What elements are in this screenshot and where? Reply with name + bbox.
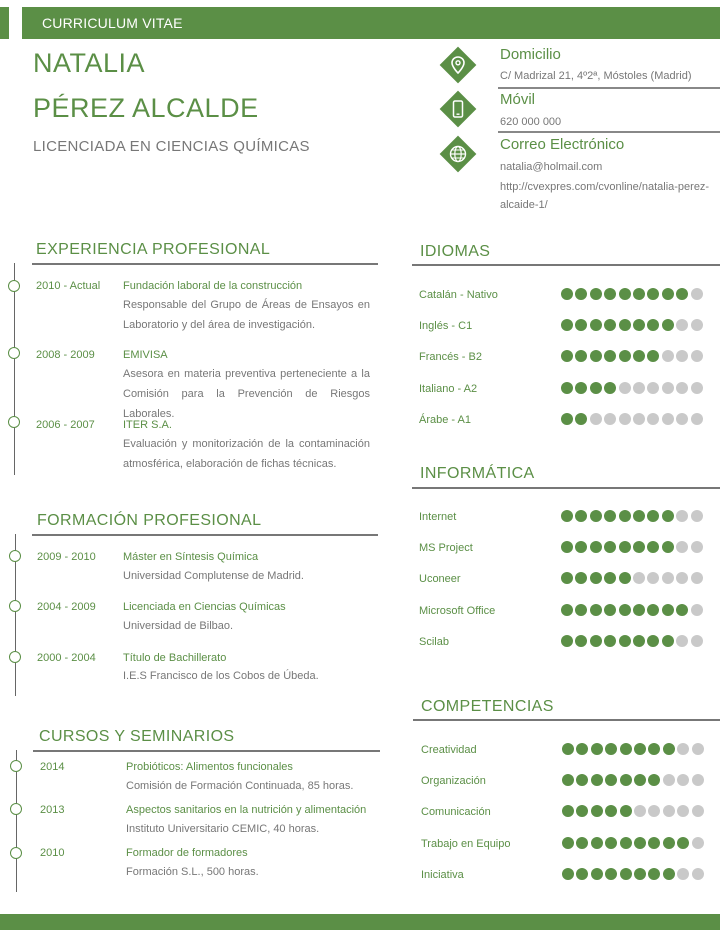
- rating-dot-filled: [604, 288, 616, 300]
- experience-company: Fundación laboral de la construcción: [123, 280, 303, 292]
- course-dot: [10, 847, 22, 859]
- rating-dot-filled: [561, 541, 573, 553]
- education-date: 2009 - 2010: [37, 551, 96, 563]
- rating-dot-filled: [633, 350, 645, 362]
- rating-dot-filled: [662, 604, 674, 616]
- skill-rating: [561, 350, 703, 362]
- cv-url-line-2[interactable]: alcaide-1/: [500, 199, 548, 211]
- rating-dot-filled: [620, 805, 632, 817]
- experience-dot: [8, 416, 20, 428]
- rating-dot-empty: [691, 288, 703, 300]
- rating-dot-filled: [647, 350, 659, 362]
- rating-dot-filled: [591, 837, 603, 849]
- rating-dot-filled: [619, 350, 631, 362]
- course-title: Aspectos sanitarios en la nutrición y alimentación: [126, 804, 367, 816]
- rating-dot-filled: [576, 868, 588, 880]
- languages-underline: [412, 264, 720, 266]
- course-desc: Instituto Universitario CEMIC, 40 horas.: [126, 823, 320, 835]
- rating-dot-empty: [691, 319, 703, 331]
- rating-dot-filled: [561, 413, 573, 425]
- experience-underline: [32, 263, 378, 265]
- rating-dot-filled: [604, 604, 616, 616]
- rating-dot-empty: [691, 635, 703, 647]
- rating-dot-filled: [634, 743, 646, 755]
- rating-dot-empty: [648, 805, 660, 817]
- rating-dot-filled: [591, 774, 603, 786]
- rating-dot-empty: [691, 604, 703, 616]
- rating-dot-empty: [691, 572, 703, 584]
- rating-dot-filled: [663, 837, 675, 849]
- rating-dot-filled: [634, 837, 646, 849]
- email-title: Correo Electrónico: [500, 136, 625, 153]
- rating-dot-empty: [692, 743, 704, 755]
- rating-dot-empty: [633, 413, 645, 425]
- skill-rating: [562, 805, 704, 817]
- skills-underline: [413, 719, 720, 721]
- rating-dot-filled: [562, 805, 574, 817]
- globe-icon: [440, 136, 476, 172]
- experience-date: 2008 - 2009: [36, 349, 95, 361]
- skill-label: Scilab: [419, 635, 449, 648]
- rating-dot-filled: [590, 635, 602, 647]
- rating-dot-filled: [620, 743, 632, 755]
- rating-dot-empty: [619, 413, 631, 425]
- rating-dot-filled: [619, 635, 631, 647]
- skill-rating: [561, 510, 703, 522]
- rating-dot-filled: [590, 319, 602, 331]
- cv-url-line-1[interactable]: http://cvexpres.com/cvonline/natalia-perez-: [500, 181, 710, 193]
- education-institution: Universidad Complutense de Madrid.: [123, 570, 304, 582]
- rating-dot-empty: [677, 743, 689, 755]
- rating-dot-filled: [648, 868, 660, 880]
- skill-rating: [561, 604, 703, 616]
- rating-dot-filled: [604, 510, 616, 522]
- mobile-value: 620 000 000: [500, 116, 562, 128]
- rating-dot-filled: [575, 413, 587, 425]
- rating-dot-filled: [575, 604, 587, 616]
- rating-dot-empty: [691, 350, 703, 362]
- experience-date: 2006 - 2007: [36, 419, 95, 431]
- rating-dot-filled: [561, 288, 573, 300]
- rating-dot-filled: [633, 288, 645, 300]
- skill-rating: [561, 541, 703, 553]
- rating-dot-empty: [647, 413, 659, 425]
- email-value[interactable]: natalia@holmail.com: [500, 161, 603, 173]
- languages-title: IDIOMAS: [420, 243, 491, 260]
- rating-dot-filled: [575, 635, 587, 647]
- education-degree: Máster en Síntesis Química: [123, 551, 259, 563]
- skill-rating: [562, 774, 704, 786]
- location-pin-icon: [440, 47, 476, 83]
- rating-dot-filled: [561, 382, 573, 394]
- address-separator: [498, 87, 720, 89]
- skill-rating: [561, 635, 703, 647]
- rating-dot-empty: [634, 805, 646, 817]
- rating-dot-empty: [662, 350, 674, 362]
- rating-dot-filled: [604, 541, 616, 553]
- rating-dot-filled: [676, 288, 688, 300]
- rating-dot-filled: [647, 510, 659, 522]
- rating-dot-filled: [605, 837, 617, 849]
- last-name: PÉREZ ALCALDE: [33, 93, 259, 123]
- rating-dot-filled: [648, 743, 660, 755]
- rating-dot-filled: [662, 510, 674, 522]
- experience-date: 2010 - Actual: [36, 280, 101, 292]
- mobile-phone-icon: [440, 91, 476, 127]
- rating-dot-filled: [619, 319, 631, 331]
- skill-label: Internet: [419, 511, 457, 523]
- rating-dot-filled: [591, 868, 603, 880]
- rating-dot-empty: [662, 413, 674, 425]
- rating-dot-filled: [575, 382, 587, 394]
- education-dot: [9, 600, 21, 612]
- rating-dot-filled: [677, 837, 689, 849]
- rating-dot-filled: [662, 635, 674, 647]
- education-dot: [9, 651, 21, 663]
- rating-dot-filled: [561, 635, 573, 647]
- rating-dot-filled: [591, 743, 603, 755]
- rating-dot-empty: [677, 868, 689, 880]
- rating-dot-filled: [620, 774, 632, 786]
- experience-dot: [8, 347, 20, 359]
- courses-title: CURSOS Y SEMINARIOS: [39, 728, 235, 745]
- rating-dot-filled: [605, 743, 617, 755]
- rating-dot-filled: [576, 837, 588, 849]
- rating-dot-filled: [590, 572, 602, 584]
- education-dot: [9, 550, 21, 562]
- rating-dot-filled: [619, 288, 631, 300]
- skill-rating: [561, 382, 703, 394]
- education-date: 2000 - 2004: [37, 652, 96, 664]
- rating-dot-filled: [561, 319, 573, 331]
- rating-dot-filled: [561, 350, 573, 362]
- rating-dot-filled: [663, 743, 675, 755]
- mobile-title: Móvil: [500, 91, 536, 108]
- education-degree: Título de Bachillerato: [123, 652, 227, 664]
- rating-dot-filled: [647, 319, 659, 331]
- rating-dot-filled: [591, 805, 603, 817]
- education-date: 2004 - 2009: [37, 601, 96, 613]
- rating-dot-filled: [662, 541, 674, 553]
- course-dot: [10, 803, 22, 815]
- rating-dot-empty: [677, 805, 689, 817]
- skill-label: MS Project: [419, 542, 473, 555]
- rating-dot-empty: [691, 510, 703, 522]
- skill-label: Catalán - Nativo: [419, 289, 498, 301]
- course-dot: [10, 760, 22, 772]
- education-underline: [32, 534, 378, 536]
- rating-dot-filled: [590, 350, 602, 362]
- rating-dot-empty: [692, 868, 704, 880]
- rating-dot-empty: [692, 774, 704, 786]
- skill-label: Microsoft Office: [419, 604, 496, 617]
- skill-rating: [561, 288, 703, 300]
- rating-dot-empty: [692, 805, 704, 817]
- rating-dot-filled: [604, 350, 616, 362]
- rating-dot-filled: [633, 319, 645, 331]
- rating-dot-filled: [575, 288, 587, 300]
- skills-title: COMPETENCIAS: [421, 698, 554, 715]
- rating-dot-filled: [676, 604, 688, 616]
- rating-dot-filled: [633, 604, 645, 616]
- skill-label: Italiano - A2: [419, 382, 478, 395]
- rating-dot-empty: [676, 635, 688, 647]
- skill-label: Creatividad: [421, 744, 477, 756]
- skill-label: Iniciativa: [421, 868, 464, 881]
- rating-dot-empty: [676, 510, 688, 522]
- rating-dot-filled: [562, 868, 574, 880]
- first-name: NATALIA: [33, 48, 146, 78]
- rating-dot-filled: [663, 868, 675, 880]
- experience-title: EXPERIENCIA PROFESIONAL: [36, 241, 271, 258]
- skill-rating: [561, 413, 703, 425]
- experience-desc: Evaluación y monitorización de la contaminación atmosférica, elaboración de fichas técnicas.: [123, 438, 370, 470]
- education-institution: I.E.S Francisco de los Cobos de Úbeda.: [123, 670, 319, 682]
- rating-dot-filled: [633, 635, 645, 647]
- rating-dot-filled: [634, 774, 646, 786]
- rating-dot-empty: [663, 774, 675, 786]
- rating-dot-filled: [619, 572, 631, 584]
- rating-dot-filled: [620, 868, 632, 880]
- rating-dot-empty: [663, 805, 675, 817]
- rating-dot-filled: [575, 510, 587, 522]
- skill-rating: [562, 868, 704, 880]
- rating-dot-empty: [647, 572, 659, 584]
- profession: LICENCIADA EN CIENCIAS QUÍMICAS: [33, 138, 310, 155]
- rating-dot-filled: [633, 541, 645, 553]
- address-title: Domicilio: [500, 46, 561, 63]
- course-desc: Comisión de Formación Continuada, 85 horas.: [126, 780, 354, 792]
- rating-dot-filled: [561, 572, 573, 584]
- rating-dot-filled: [647, 541, 659, 553]
- rating-dot-filled: [562, 743, 574, 755]
- skill-rating: [561, 319, 703, 331]
- rating-dot-filled: [604, 635, 616, 647]
- rating-dot-empty: [633, 382, 645, 394]
- skill-rating: [562, 743, 704, 755]
- course-desc: Formación S.L., 500 horas.: [126, 866, 259, 878]
- footer-bar: [0, 914, 720, 930]
- rating-dot-filled: [575, 319, 587, 331]
- rating-dot-filled: [562, 837, 574, 849]
- rating-dot-empty: [692, 837, 704, 849]
- rating-dot-filled: [648, 774, 660, 786]
- experience-company: ITER S.A.: [123, 419, 172, 431]
- education-title: FORMACIÓN PROFESIONAL: [37, 512, 262, 529]
- rating-dot-empty: [677, 774, 689, 786]
- education-institution: Universidad de Bilbao.: [123, 620, 234, 632]
- education-degree: Licenciada en Ciencias Químicas: [123, 601, 286, 613]
- rating-dot-empty: [647, 382, 659, 394]
- rating-dot-empty: [676, 382, 688, 394]
- rating-dot-empty: [676, 572, 688, 584]
- rating-dot-filled: [662, 288, 674, 300]
- rating-dot-empty: [676, 319, 688, 331]
- rating-dot-empty: [691, 382, 703, 394]
- rating-dot-filled: [576, 743, 588, 755]
- header-label: CURRICULUM VITAE: [42, 15, 183, 31]
- rating-dot-filled: [647, 288, 659, 300]
- rating-dot-filled: [576, 805, 588, 817]
- rating-dot-filled: [619, 510, 631, 522]
- skill-label: Uconeer: [419, 573, 461, 586]
- skill-label: Francés - B2: [419, 351, 482, 364]
- rating-dot-filled: [590, 541, 602, 553]
- mobile-separator: [498, 131, 720, 133]
- experience-dot: [8, 280, 20, 292]
- rating-dot-filled: [647, 635, 659, 647]
- skill-label: Comunicación: [421, 806, 491, 819]
- rating-dot-filled: [590, 604, 602, 616]
- course-date: 2013: [40, 804, 65, 816]
- skill-label: Trabajo en Equipo: [421, 837, 511, 850]
- rating-dot-filled: [633, 510, 645, 522]
- rating-dot-empty: [662, 572, 674, 584]
- skill-label: Organización: [421, 775, 486, 788]
- rating-dot-filled: [620, 837, 632, 849]
- rating-dot-filled: [634, 868, 646, 880]
- rating-dot-filled: [604, 319, 616, 331]
- rating-dot-filled: [590, 288, 602, 300]
- skill-rating: [562, 837, 704, 849]
- rating-dot-filled: [590, 510, 602, 522]
- course-date: 2014: [40, 761, 65, 773]
- computing-underline: [412, 487, 720, 489]
- header-accent-left: [0, 7, 9, 39]
- course-date: 2010: [40, 847, 65, 859]
- rating-dot-empty: [633, 572, 645, 584]
- rating-dot-filled: [575, 350, 587, 362]
- rating-dot-filled: [605, 868, 617, 880]
- rating-dot-filled: [605, 774, 617, 786]
- rating-dot-filled: [619, 541, 631, 553]
- rating-dot-filled: [590, 382, 602, 394]
- skill-label: Inglés - C1: [419, 320, 473, 333]
- rating-dot-filled: [647, 604, 659, 616]
- experience-company: EMIVISA: [123, 349, 168, 361]
- rating-dot-filled: [605, 805, 617, 817]
- rating-dot-empty: [676, 350, 688, 362]
- rating-dot-empty: [691, 541, 703, 553]
- rating-dot-filled: [561, 510, 573, 522]
- rating-dot-empty: [619, 382, 631, 394]
- rating-dot-filled: [604, 572, 616, 584]
- course-title: Formador de formadores: [126, 847, 248, 859]
- rating-dot-filled: [576, 774, 588, 786]
- address-value: C/ Madrizal 21, 4º2ª, Móstoles (Madrid): [500, 70, 692, 82]
- courses-underline: [33, 750, 380, 752]
- rating-dot-empty: [691, 413, 703, 425]
- experience-timeline: [14, 263, 15, 475]
- rating-dot-filled: [619, 604, 631, 616]
- rating-dot-filled: [648, 837, 660, 849]
- experience-desc: Responsable del Grupo de Áreas de Ensayos en Laboratorio y del área de investigación.: [123, 299, 370, 331]
- rating-dot-filled: [575, 572, 587, 584]
- skill-rating: [561, 572, 703, 584]
- rating-dot-filled: [604, 382, 616, 394]
- course-title: Probióticos: Alimentos funcionales: [126, 761, 293, 773]
- rating-dot-empty: [676, 413, 688, 425]
- computing-title: INFORMÁTICA: [420, 465, 535, 482]
- rating-dot-empty: [604, 413, 616, 425]
- rating-dot-filled: [575, 541, 587, 553]
- rating-dot-filled: [562, 774, 574, 786]
- rating-dot-filled: [561, 604, 573, 616]
- rating-dot-empty: [590, 413, 602, 425]
- rating-dot-empty: [662, 382, 674, 394]
- rating-dot-filled: [662, 319, 674, 331]
- skill-label: Árabe - A1: [419, 413, 471, 426]
- rating-dot-empty: [676, 541, 688, 553]
- experience-desc: Asesora en materia preventiva perteneciente a la Comisión para la Prevención de Riesgos Laborales.: [123, 368, 370, 420]
